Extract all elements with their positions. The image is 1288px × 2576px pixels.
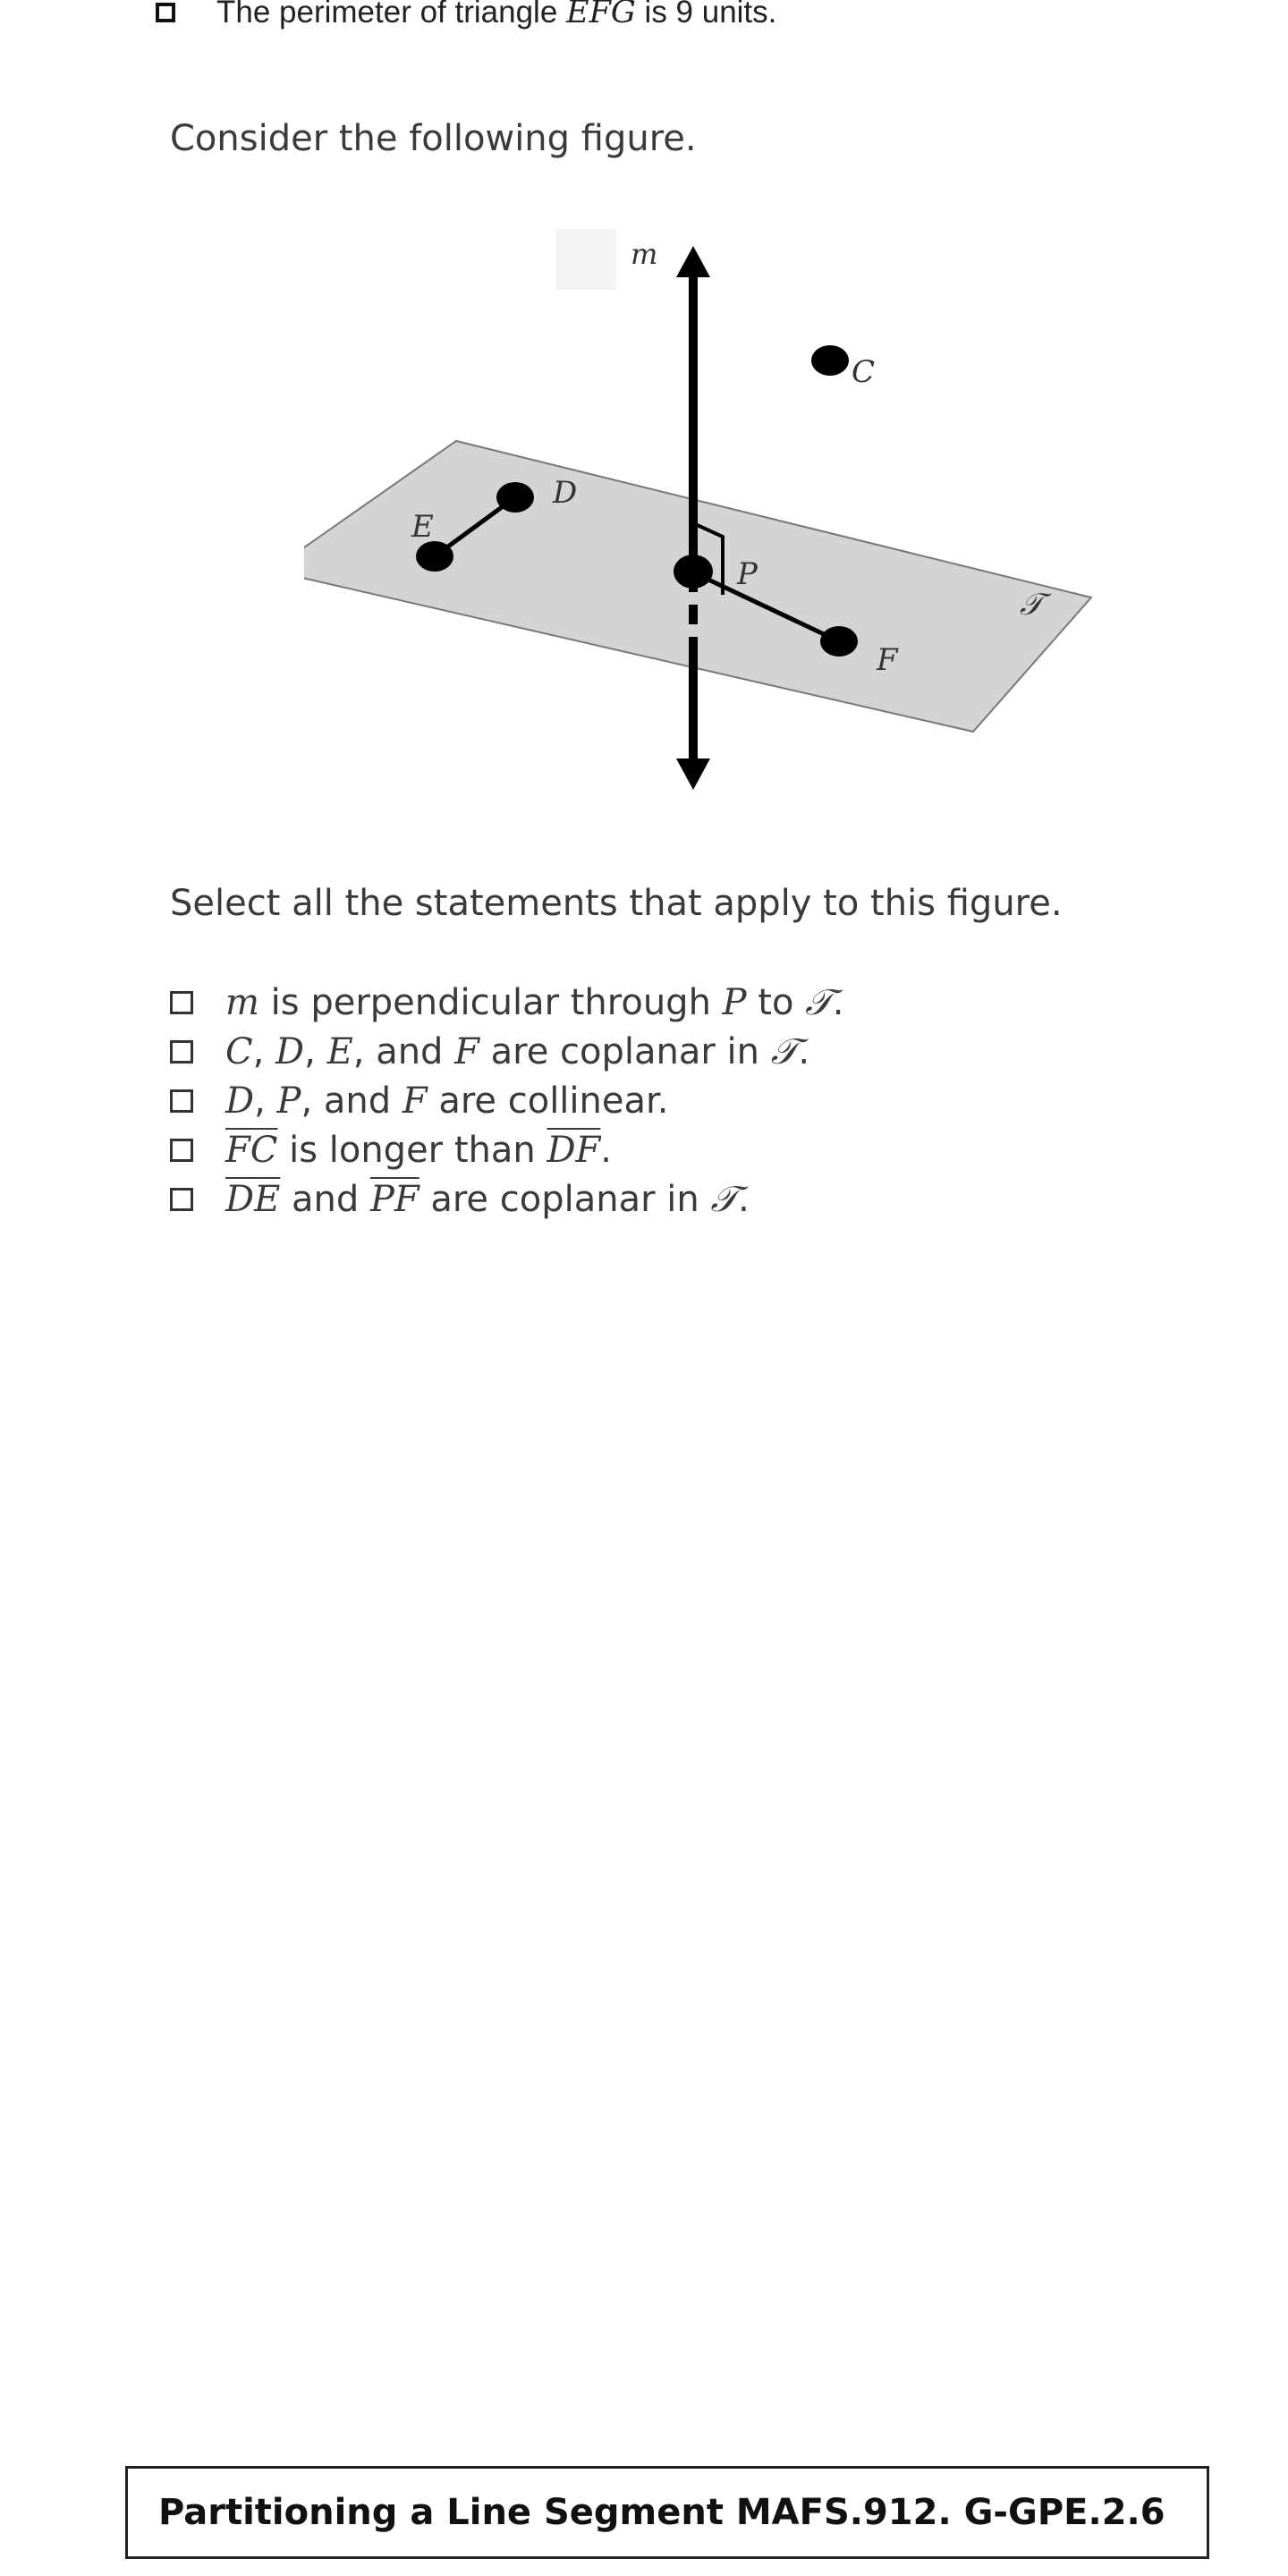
option-math: E <box>326 1030 353 1072</box>
option-math: P <box>722 981 747 1023</box>
previous-choice-text-end: is 9 units. <box>635 0 777 30</box>
option-math: D <box>225 1080 255 1122</box>
option-segment: $\overline{FC}$ <box>225 1129 278 1171</box>
option-segment: $\overline{DF}$ <box>547 1129 601 1171</box>
point-e <box>416 541 453 572</box>
intro-text: Consider the following figure. <box>170 118 697 159</box>
answer-option[interactable] <box>170 1027 844 1076</box>
option-math: F <box>454 1030 479 1072</box>
label-m: m <box>631 237 658 271</box>
option-text: . <box>600 1129 612 1171</box>
answer-option[interactable] <box>170 1076 844 1125</box>
option-text: are collinear. <box>427 1080 669 1122</box>
option-checkbox[interactable] <box>170 1139 193 1162</box>
label-c: C <box>852 354 876 390</box>
option-math: F <box>402 1080 428 1122</box>
option-text: , and <box>352 1030 455 1072</box>
option-text: to <box>746 981 806 1023</box>
option-text: . <box>798 1030 810 1072</box>
option-label <box>225 1080 669 1122</box>
option-text: . <box>738 1178 750 1220</box>
point-d <box>496 482 534 513</box>
point-p <box>674 555 713 589</box>
previous-choice-text-start: The perimeter of triangle <box>216 0 567 30</box>
point-c <box>811 345 849 376</box>
question-prompt: Select all the statements that apply to this figure. <box>170 883 1063 924</box>
option-label <box>225 1179 750 1220</box>
option-checkbox[interactable] <box>170 1089 193 1113</box>
previous-choice-text <box>216 0 776 30</box>
point-f <box>820 626 858 657</box>
option-math: 𝒯 <box>770 1030 799 1072</box>
footer-title: Partitioning a Line Segment MAFS.912. G-GPE.2.6 <box>158 2492 1165 2533</box>
option-segment: $\overline{DE}$ <box>225 1178 281 1220</box>
answer-options <box>170 978 844 1224</box>
answer-option[interactable] <box>170 1125 844 1174</box>
label-m-background <box>555 229 616 290</box>
previous-choice-checkbox[interactable] <box>156 3 175 22</box>
label-d: D <box>553 475 578 511</box>
option-text: is perpendicular through <box>258 981 723 1023</box>
label-plane-t: 𝒯 <box>1020 587 1044 623</box>
option-segment: $\overline{PF}$ <box>369 1178 419 1220</box>
option-text: are coplanar in <box>479 1030 771 1072</box>
geometry-figure <box>304 224 1109 814</box>
option-checkbox[interactable] <box>170 1188 193 1211</box>
option-text: , and <box>301 1080 402 1122</box>
previous-answer-choice[interactable] <box>156 0 776 36</box>
label-p: P <box>737 556 758 592</box>
option-math: 𝒯 <box>805 981 833 1023</box>
option-checkbox[interactable] <box>170 991 193 1014</box>
option-math: D <box>275 1030 305 1072</box>
option-math: m <box>225 981 259 1023</box>
previous-choice-math: EFG <box>566 0 636 30</box>
label-e: E <box>411 509 434 545</box>
line-m-arrow-down <box>676 758 710 790</box>
option-text: , <box>254 1080 277 1122</box>
option-math: P <box>276 1080 301 1122</box>
option-math: C <box>225 1030 253 1072</box>
option-label <box>225 1130 612 1171</box>
option-text: . <box>832 981 844 1023</box>
option-checkbox[interactable] <box>170 1040 193 1063</box>
line-m-arrow-up <box>676 246 710 277</box>
option-text: and <box>280 1178 370 1220</box>
answer-option[interactable] <box>170 1174 844 1224</box>
option-text: , <box>304 1030 327 1072</box>
option-math: 𝒯 <box>710 1178 739 1220</box>
option-label <box>225 1031 809 1072</box>
option-label <box>225 982 844 1023</box>
option-text: are coplanar in <box>419 1178 711 1220</box>
answer-option[interactable] <box>170 978 844 1027</box>
footer-title-box <box>125 2466 1209 2559</box>
option-text: is longer than <box>277 1129 547 1171</box>
label-f: F <box>877 642 898 678</box>
option-text: , <box>252 1030 276 1072</box>
